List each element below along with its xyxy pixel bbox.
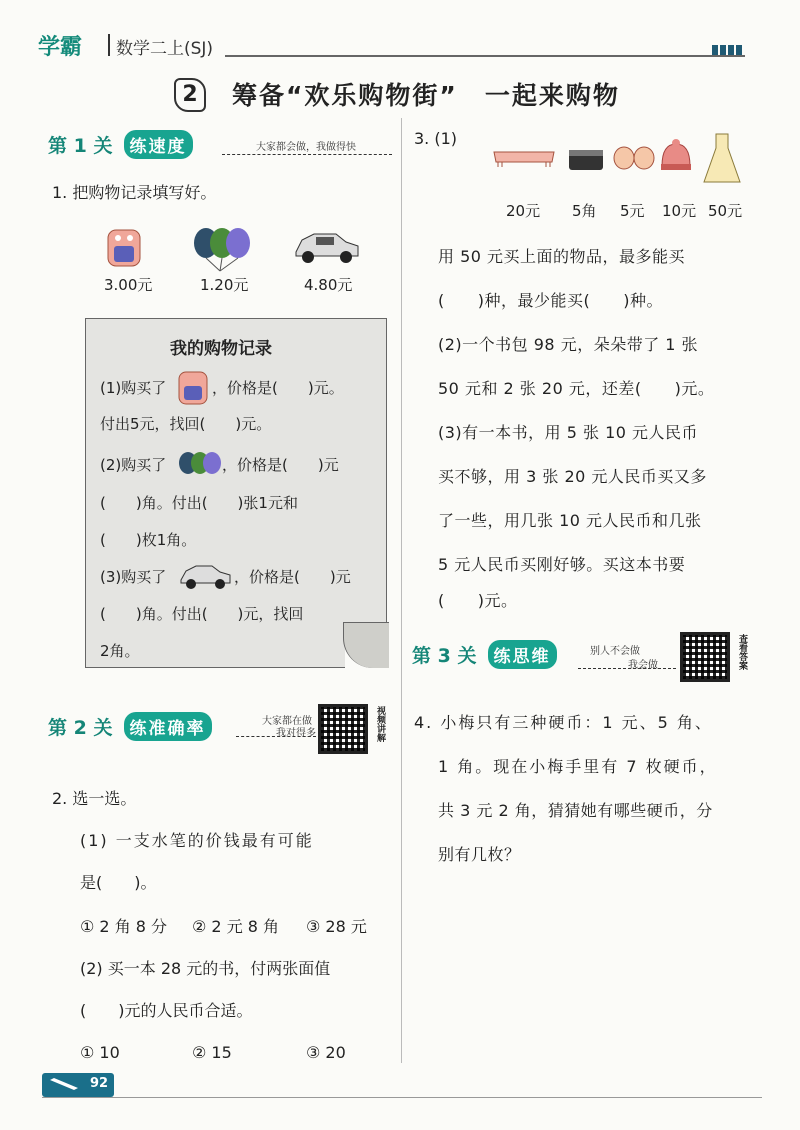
q4-line-3: 共 3 元 2 角，猜猜她有哪些硬币，分 (438, 801, 713, 820)
q3-line-6: 买不够，用 3 张 20 元人民币买又多 (438, 467, 707, 486)
hat-icon (658, 138, 694, 174)
record-line-1b: ，价格是( )元。 (212, 379, 344, 397)
q3-line-8: 5 元人民币买刚好够。买这本书要 (438, 555, 686, 574)
balloons-icon (192, 225, 258, 273)
section1-title: 第 1 关 (48, 135, 113, 157)
brand-logo: 学霸 (38, 35, 83, 60)
record-line-6a: (3)购买了 (100, 568, 167, 586)
footer-rule (42, 1097, 762, 1098)
q4-line-2: 1 角。现在小梅手里有 7 枚硬币， (438, 757, 718, 776)
header-marks (712, 40, 744, 59)
lesson-number: 2 (174, 78, 206, 112)
record-line-1a: (1)购买了 (100, 379, 167, 397)
q2-part1-a: (1) 一支水笔的价钱最有可能 (80, 831, 314, 850)
q2-part1-b: 是( )。 (80, 873, 157, 892)
book-subtitle: 数学二上(SJ) (116, 39, 214, 59)
answer-label: 查看答案 (737, 634, 747, 670)
q3-price-4: 10元 (662, 202, 697, 220)
q2-stem: 2. 选一选。 (52, 789, 137, 808)
q2-part1-opt-1: ① 2 角 8 分 (80, 917, 168, 936)
video-label: 视频讲解 (375, 706, 385, 742)
qr-code-video[interactable] (318, 704, 368, 754)
scarf-icon (492, 146, 556, 168)
q4-line-1: 4. 小梅只有三种硬币：1 元、5 角、 (414, 713, 713, 732)
page-number: 92 (90, 1076, 109, 1091)
q3-line-2: ( )种，最少能买( )种。 (438, 291, 663, 310)
q3-line-1: 用 50 元买上面的物品，最多能买 (438, 247, 686, 266)
section3-note-2: 我会做 (628, 660, 658, 671)
q2-part2-b: ( )元的人民币合适。 (80, 1001, 253, 1020)
header-rule (225, 55, 745, 57)
balloons-icon-small (178, 450, 222, 478)
record-title: 我的购物记录 (170, 339, 272, 359)
q3-line-7: 了一些，用几张 10 元人民币和几张 (438, 511, 702, 530)
q2-part2-opt-1: ① 10 (80, 1043, 120, 1062)
section2-title: 第 2 关 (48, 717, 113, 739)
q3-price-5: 50元 (708, 202, 743, 220)
record-line-8: 2角。 (100, 642, 140, 660)
qr-code-answer[interactable] (680, 632, 730, 682)
pencil-icon (48, 1076, 82, 1094)
header-separator (108, 34, 110, 56)
q3-line-5: (3)有一本书，用 5 张 10 元人民币 (438, 423, 699, 442)
record-line-2: 付出5元，找回( )元。 (100, 415, 272, 433)
schoolbag-icon-small (176, 366, 210, 406)
section1-note: 大家都会做，我做得快 (256, 142, 356, 153)
q3-line-3: (2)一个书包 98 元，朵朵带了 1 张 (438, 335, 699, 354)
q3-line-4: 50 元和 2 张 20 元，还差( )元。 (438, 379, 715, 398)
q1-price-1: 3.00元 (104, 276, 153, 294)
section2-header (48, 712, 212, 741)
section3-note-1: 别人不会做 (590, 646, 640, 657)
pencil-case-icon (566, 144, 606, 174)
section3-header (412, 640, 557, 669)
dress-icon (700, 130, 744, 186)
record-line-7: ( )角。付出( )元，找回 (100, 605, 304, 623)
toy-car-icon-small (178, 560, 234, 590)
section1-dash (222, 154, 392, 155)
section1-header (48, 130, 193, 159)
q2-part1-opt-2: ② 2 元 8 角 (192, 917, 280, 936)
q2-part2-a: (2) 买一本 28 元的书，付两张面值 (80, 959, 331, 978)
section2-badge: 练准确率 (124, 712, 212, 741)
q2-part2-opt-2: ② 15 (192, 1043, 232, 1062)
column-divider (401, 118, 402, 1063)
q2-part1-opt-3: ③ 28 元 (306, 917, 367, 936)
q4-line-4: 别有几枚？ (438, 845, 521, 864)
record-line-3a: (2)购买了 (100, 456, 167, 474)
section1-badge: 练速度 (124, 130, 193, 159)
section3-title: 第 3 关 (412, 645, 477, 667)
schoolbag-icon (104, 222, 144, 270)
record-line-4: ( )角。付出( )张1元和 (100, 494, 298, 512)
q2-part2-opt-3: ③ 20 (306, 1043, 346, 1062)
record-line-6b: ，价格是( )元 (234, 568, 351, 586)
q3-price-3: 5元 (620, 202, 645, 220)
q3-line-9: ( )元。 (438, 591, 518, 610)
section3-dash (578, 668, 676, 669)
q1-stem: 1. 把购物记录填写好。 (52, 183, 217, 202)
toy-car-icon (292, 226, 362, 266)
gloves-icon (612, 142, 656, 172)
section2-note-2: 我对得多 (276, 728, 316, 739)
section3-badge: 练思维 (488, 640, 557, 669)
q1-price-2: 1.20元 (200, 276, 249, 294)
section2-dash (236, 736, 316, 737)
lesson-title: 筹备“欢乐购物街” 一起来购物 (232, 81, 620, 110)
section2-note-1: 大家都在做 (262, 716, 312, 727)
q3-price-1: 20元 (506, 202, 541, 220)
record-line-3b: ，价格是( )元 (222, 456, 339, 474)
q1-price-3: 4.80元 (304, 276, 353, 294)
record-line-5: ( )枚1角。 (100, 531, 197, 549)
q3-price-2: 5角 (572, 202, 597, 220)
q3-label: 3. (1) (414, 129, 458, 148)
